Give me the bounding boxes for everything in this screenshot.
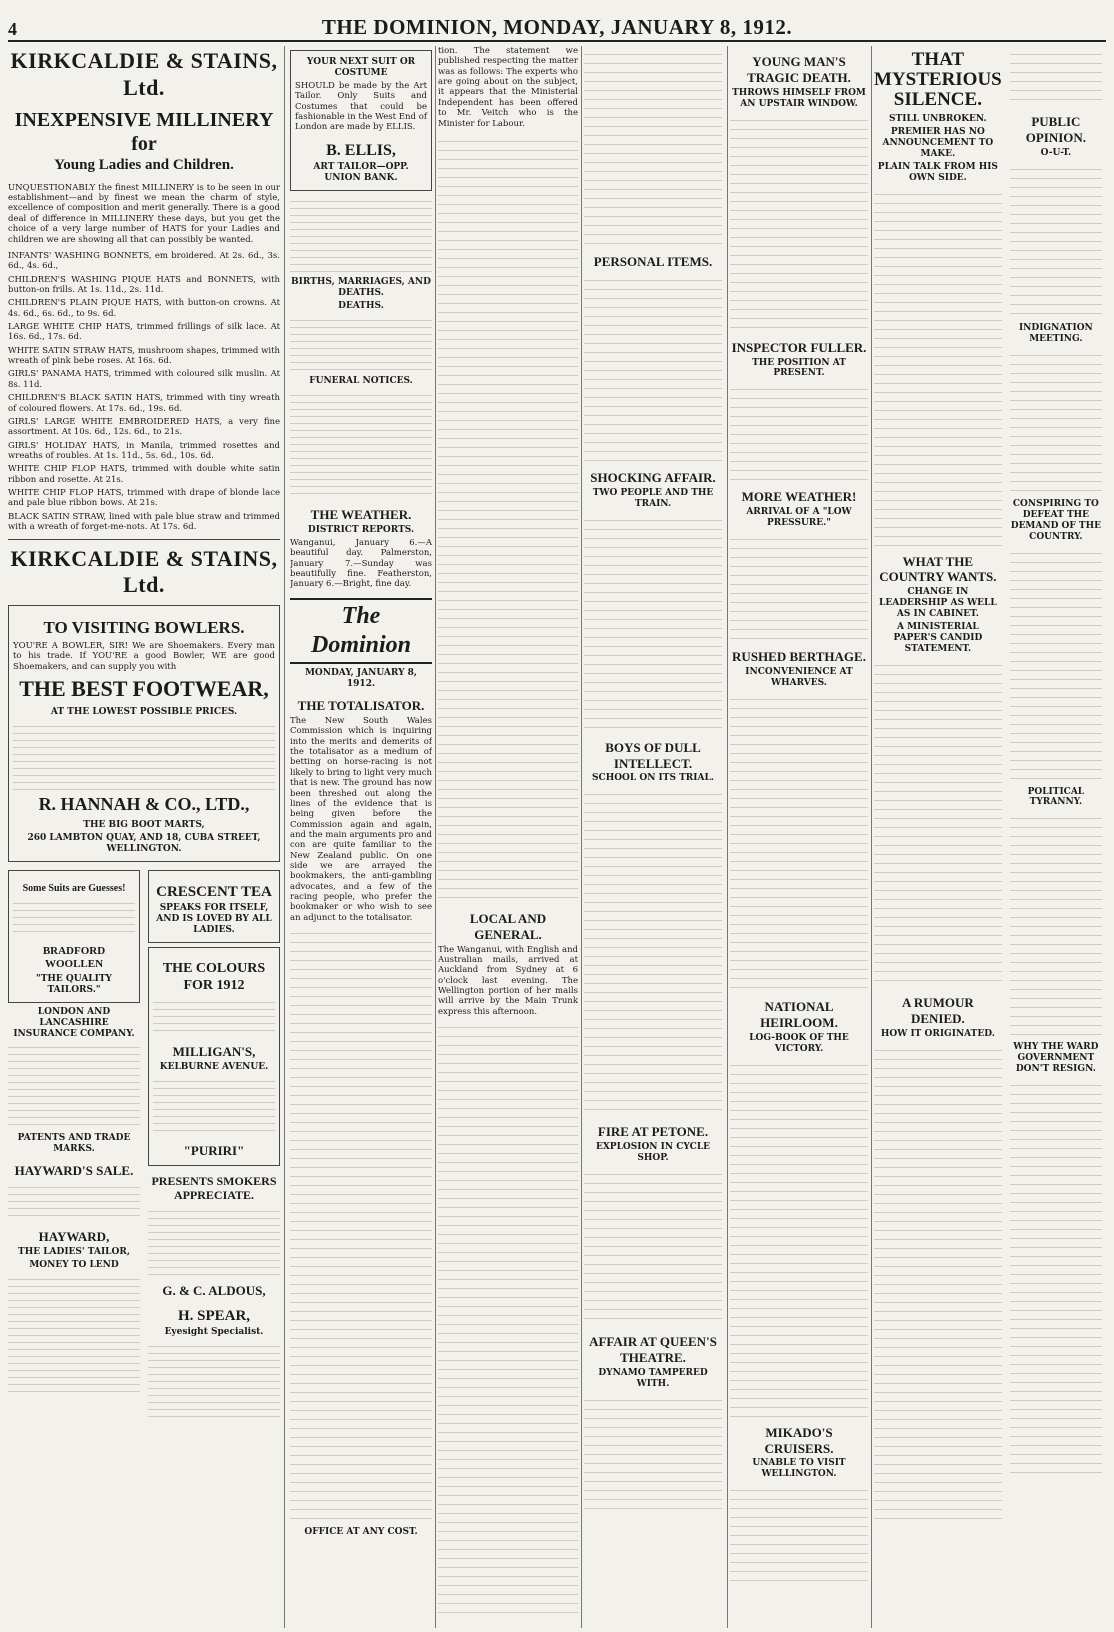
office-heading: OFFICE AT ANY COST. — [304, 1527, 418, 1538]
colours-ad — [148, 947, 280, 1166]
millinery-subheadline: Young Ladies and Children. — [54, 157, 234, 174]
conspiring-heading: CONSPIRING TO DEFEAT THE DEMAND OF THE COUNTRY. — [1010, 498, 1101, 542]
suits-heading: Some Suits are Guesses! — [22, 882, 126, 894]
plain-talk: PLAIN TALK FROM HIS OWN SIDE. — [877, 161, 998, 183]
newspaper-title: THE DOMINION, MONDAY, JANUARY 8, 1912. — [321, 15, 793, 39]
bowlers-text: YOU'RE A BOWLER, SIR! We are Shoemakers. Every man to his trade. If YOU'RE a good Bowler, WE are good Shoemakers, and can supply you with — [13, 640, 275, 672]
suit-ad — [290, 50, 432, 191]
masthead — [8, 6, 1106, 42]
premier-sub: PREMIER HAS NO ANNOUNCEMENT TO MAKE. — [882, 126, 994, 159]
berthage-sub: INCONVENIENCE AT WHARVES. — [745, 667, 853, 689]
totalisator-heading: THE TOTALISATOR. — [297, 698, 425, 714]
dominion-logo: The Dominion — [290, 598, 432, 665]
suit-text: SHOULD be made by the Art Tailor. Only Suits and Costumes that could be fashionable in the West End of London are made by ELLIS. — [295, 80, 427, 133]
country-sub: CHANGE IN LEADERSHIP AS WELL AS IN CABINET. — [879, 587, 997, 620]
weather-text: Wanganui, January 6.—A beautiful day. Palmerston, January 7.—Sunday was beautifully fine. Featherston, January 6.—Bright, fine day. — [290, 537, 432, 590]
hayward-sale-heading: HAYWARD'S SALE. — [14, 1163, 134, 1179]
personal-heading: PERSONAL ITEMS. — [593, 254, 713, 269]
news-column — [438, 46, 578, 1628]
local-text: The Wanganui, with English and Australian mails, arrived at Auckland from Sydney at 6 o'clock last evening. The Wellington portion of her mails will arrive by the Main Trunk express this afternoon. — [438, 944, 578, 1017]
silence-sub: STILL UNBROKEN. — [889, 113, 987, 124]
heirloom-heading: NATIONAL HEIRLOOM. — [760, 999, 838, 1030]
fire-heading: FIRE AT PETONE. — [597, 1124, 709, 1140]
births-heading: BIRTHS, MARRIAGES, AND DEATHS. — [291, 277, 431, 299]
news-column-2 — [584, 46, 722, 1628]
silence-heading: THAT MYSTERIOUS SILENCE. — [874, 49, 1002, 110]
brand-heading-2: KIRKCALDIE & STAINS, Ltd. — [10, 545, 278, 598]
patents-heading: PATENTS AND TRADE MARKS. — [17, 1133, 131, 1155]
list-item: GIRLS' LARGE WHITE EMBROIDERED HATS, a very fine assortment. At 10s. 6d., 12s. 6d., to 21s. — [8, 416, 280, 438]
millinery-headline: INEXPENSIVE MILLINERY for — [14, 108, 274, 156]
list-item: CHILDREN'S BLACK SATIN HATS, trimmed with tiny wreath of coloured flowers. At 17s. 6d., 19s. 6d. — [8, 393, 280, 414]
hayward-name: HAYWARD, — [38, 1229, 110, 1245]
spear-sub: Eyesight Specialist. — [164, 1327, 264, 1338]
country-heading: WHAT THE COUNTRY WANTS. — [879, 553, 997, 585]
list-item: WHITE CHIP FLOP HATS, trimmed with drape of blonde lace and pale blue ribbon bows. At 21s. — [8, 488, 280, 509]
list-item: LARGE WHITE CHIP HATS, trimmed frillings of silk lace. At 16s. 6d., 17s. 6d. — [8, 322, 280, 343]
shocking-sub: TWO PEOPLE AND THE TRAIN. — [592, 487, 714, 509]
boys-heading: BOYS OF DULL INTELLECT. — [605, 739, 701, 771]
rumour-heading: A RUMOUR DENIED. — [901, 995, 974, 1027]
page-number: 4 — [8, 19, 17, 39]
hayward-sub: THE LADIES' TAILOR, — [18, 1247, 130, 1258]
funeral-heading: FUNERAL NOTICES. — [309, 376, 413, 387]
crescent-heading: CRESCENT TEA — [156, 883, 272, 900]
puriri-heading: "PURIRI" — [183, 1142, 245, 1158]
list-item: GIRLS' PANAMA HATS, trimmed with coloured silk muslin. At 8s. 11d. — [8, 369, 280, 390]
rumour-sub: HOW IT ORIGINATED. — [880, 1028, 995, 1039]
local-general-heading: LOCAL AND GENERAL. — [469, 910, 547, 942]
millinery-list — [8, 251, 280, 533]
woollen-name: BRADFORD WOOLLEN — [42, 944, 106, 971]
woollen-sub: "THE QUALITY TAILORS." — [36, 973, 112, 995]
weather-sub: ARRIVAL OF A "LOW PRESSURE." — [746, 507, 852, 529]
weather-heading-2: MORE WEATHER! — [741, 489, 857, 505]
aldous-name: G. & C. ALDOUS, — [162, 1282, 266, 1298]
inspector-sub: THE POSITION AT PRESENT. — [752, 357, 846, 379]
suits-ad — [8, 870, 140, 1003]
bowlers-ad — [8, 605, 280, 861]
politics-column — [874, 46, 1102, 1628]
spear-name: H. SPEAR, — [177, 1307, 251, 1324]
presents-heading: PRESENTS SMOKERS APPRECIATE. — [151, 1173, 277, 1203]
berthage-heading: RUSHED BERTHAGE. — [732, 649, 866, 665]
crescent-tea-ad — [148, 870, 280, 943]
crescent-sub: SPEAKS FOR ITSELF, AND IS LOVED BY ALL LADIES. — [156, 902, 272, 935]
totalisator-text: The New South Wales Commission which is inquiring into the merits and demerits of the totalisator as a medium of betting on horse-racing is not likely to bring to light very much that is new. The ground has now been threshed out along the lines of the evidence that is being given before the Commission again and again, and the main arguments pro and con are quite familiar to the New Zealand public. On one side we are arrayed the bookmakers, the anti-gambling advocates, and a few of the racing people, who prefer the bookmaker or who wish to see an adjunct to the totalisator. — [290, 716, 432, 923]
list-item: INFANTS' WASHING BONNETS, em broidered. At 2s. 6d., 3s. 6d., 4s. 6d., — [8, 250, 280, 272]
indignation-heading: INDIGNATION MEETING. — [1018, 322, 1093, 344]
theatre-heading: AFFAIR AT QUEEN'S THEATRE. — [589, 1334, 717, 1365]
tragic-heading: YOUNG MAN'S TRAGIC DEATH. — [747, 54, 851, 85]
hannah-firm: R. HANNAH & CO., LTD., — [38, 793, 250, 814]
hannah-address: 260 LAMBTON QUAY, AND 18, CUBA STREET, WELLINGTON. — [27, 832, 261, 854]
colours-heading: THE COLOURS FOR 1912 — [162, 960, 266, 993]
political-heading: POLITICAL TYRANNY. — [1027, 786, 1085, 808]
hannah-sub: THE BIG BOOT MARTS, — [83, 819, 205, 830]
list-item: CHILDREN'S WASHING PIQUE HATS and BONNETS, with button-on frills. At 1s. 11d., 2s. 11d. — [8, 274, 280, 295]
weather-heading: THE WEATHER. — [310, 507, 412, 523]
list-item: WHITE CHIP FLOP HATS, trimmed with double white satin ribbon and rosette. At 21s. — [8, 464, 280, 485]
list-item: BLACK SATIN STRAW, lined with pale blue straw and trimmed with a wreath of forget-me-nots. At 17s. 6d. — [8, 511, 280, 533]
suit-heading: YOUR NEXT SUIT OR COSTUME — [306, 57, 416, 78]
bowlers-heading: TO VISITING BOWLERS. — [43, 618, 245, 638]
public-opinion-heading: PUBLIC OPINION. — [1025, 114, 1087, 145]
ellis-sub: ART TAILOR—OPP. UNION BANK. — [313, 162, 409, 184]
dateline: MONDAY, JANUARY 8, 1912. — [304, 668, 418, 690]
shocking-heading: SHOCKING AFFAIR. — [590, 469, 716, 485]
brand-heading: KIRKCALDIE & STAINS, Ltd. — [10, 48, 278, 100]
mikado-heading: MIKADO'S CRUISERS. — [764, 1424, 834, 1456]
fire-sub: EXPLOSION IN CYCLE SHOP. — [595, 1142, 711, 1164]
insurance-heading: LONDON AND LANCASHIRE INSURANCE COMPANY. — [13, 1006, 135, 1039]
why-heading: WHY THE WARD GOVERNMENT DON'T RESIGN. — [1013, 1042, 1099, 1075]
mikado-sub: UNABLE TO VISIT WELLINGTON. — [752, 1458, 846, 1480]
district-reports: DISTRICT REPORTS. — [307, 524, 415, 535]
milligan-sub: KELBURNE AVENUE. — [159, 1061, 269, 1072]
list-item: GIRLS' HOLIDAY HATS, in Manila, trimmed rosettes and wreaths of roubles. At 1s. 11d., 5s. 6d., 10s. 6d. — [8, 440, 280, 461]
list-item: WHITE SATIN STRAW HATS, mushroom shapes, trimmed with wreath of pink bebe roses. At 16s. 6d. — [8, 345, 280, 367]
deaths-label: DEATHS. — [338, 301, 384, 312]
inspector-heading: INSPECTOR FULLER. — [731, 339, 867, 355]
bowlers-sub: AT THE LOWEST POSSIBLE PRICES. — [50, 706, 238, 717]
milligan-name: MILLIGAN'S, — [172, 1044, 256, 1059]
out-sub: O-U-T. — [1040, 147, 1072, 158]
column-text: tion. The statement we published respecting the matter was as follows: The experts who are going about on the subject, it appears that the Ministerial Independent has been offered to Mr. Veitch who is the Minister for Labour. — [438, 46, 578, 129]
news-column-3 — [730, 46, 868, 1628]
heirloom-sub: LOG-BOOK OF THE VICTORY. — [749, 1032, 849, 1054]
advert-column — [8, 46, 280, 1628]
editorial-column — [290, 46, 432, 1628]
theatre-sub: DYNAMO TAMPERED WITH. — [598, 1367, 708, 1389]
list-item: CHILDREN'S PLAIN PIQUE HATS, with button-on crowns. At 4s. 6d., 6s. 6d., to 9s. 6d. — [8, 298, 280, 319]
tragic-sub: THROWS HIMSELF FROM AN UPSTAIR WINDOW. — [732, 87, 866, 109]
millinery-intro: UNQUESTIONABLY the finest MILLINERY is to be seen in our establishment—and by finest we mean the charm of style, excellence of composition and merit generally. There is a good deal of difference in MILLINERY these days, but you get the choice of a very large number of HATS for your Ladies and children we are showing all that can possibly be wanted. — [8, 182, 280, 245]
bowlers-big: THE BEST FOOTWEAR, — [19, 675, 269, 701]
boys-sub: SCHOOL ON ITS TRIAL. — [592, 773, 714, 784]
ellis-name: B. ELLIS, — [326, 141, 396, 159]
money-heading: MONEY TO LEND — [29, 1260, 119, 1271]
paper-sub: A MINISTERIAL PAPER'S CANDID STATEMENT. — [893, 622, 983, 655]
